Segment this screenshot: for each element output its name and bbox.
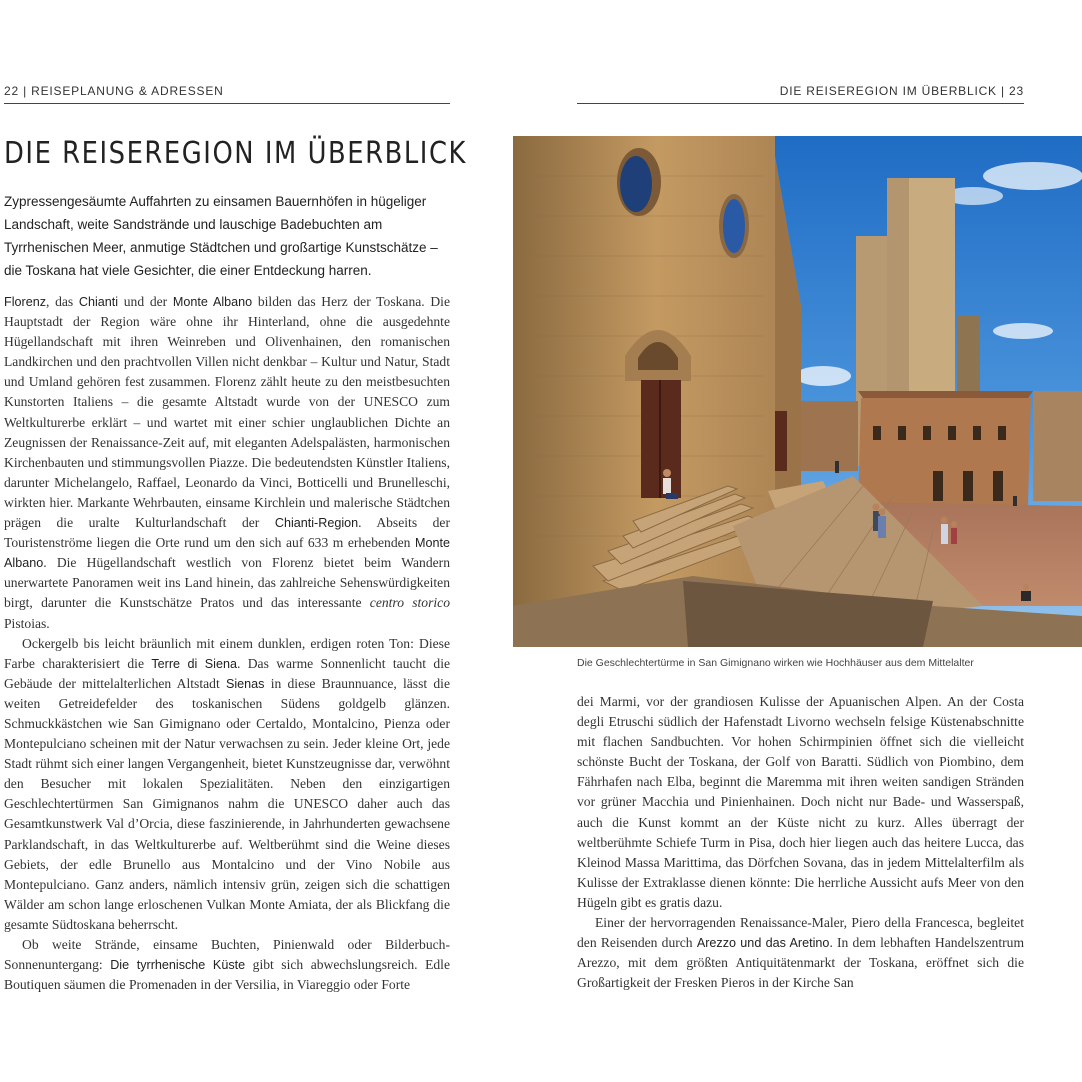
right-column [577,692,1024,993]
text-run: und der [118,294,173,309]
highlight-monte-albano-2: Monte Albano [4,536,450,571]
page-title: DIE REISEREGION IM ÜBERBLICK [4,136,467,171]
paragraph-florenz [4,292,450,634]
paragraph-arezzo [577,913,1024,993]
text-run: . In dem lebhaften Handelszentrum Arezzo, mit dem größten Antiquitätenmarkt der Toskana, eröffnet sich die Großartigkeit der Fresken Pieros in der Kirche San [577,935,1025,991]
text-run: bilden das Herz der Toskana. Die Hauptstadt der Region wäre ohne ihr Hinterland, ohne die ausgedehnte Hügellandschaft mit ihren Weinreben und Olivenhainen, den romanischen Landkirchen und den prachtvollen Villen nicht denkbar – Kultur und Natur, Stadt und Umland gehören fest zusammen. Florenz zählt heute zu den meistbesuchten Kunstorten Italiens – die gesamte Altstadt wurde von der UNESCO zum Weltkulturerbe erklärt – und wartet mit einer schier unglaublichen Dichte an Zeugnissen der Renaissance-Zeit auf, mit eleganten Adelspalästen, harmonischen Kirchenbauten und stimmungsvollen Piazze. Die bedeutendsten Künstler Italiens, darunter Michelangelo, Raffael, Leonardo da Vinci, Botticelli und Brunelleschi, wirkten hier. Markante Wehrbauten, einsame Kirchlein und malerische Städtchen prägen die uralte Kulturlandschaft der [4,294,450,531]
text-run: . Das warme Sonnenlicht taucht die Gebäude der mittelalterlichen Altstadt [4,655,451,691]
text-run: Ockergelb bis leicht bräunlich mit einem dunklen, erdigen roten Ton: Diese Farbe charakterisiert die [4,635,450,671]
highlight-tyrrhenische-kueste: Die tyrrhenische Küste [110,958,246,973]
paragraph-kueste [4,935,450,995]
emphasis-centro-storico: centro storico [369,595,451,611]
photo-caption: Die Geschlechtertürme in San Gimignano wirken wie Hochhäuser aus dem Mittelalter [577,657,974,669]
text-run: Einer der hervorragenden Renaissance-Maler, Piero della Francesca, begleitet den Reisenden durch [577,915,1024,951]
left-column [4,292,450,995]
text-run: . Die Hügellandschaft westlich von Florenz bietet beim Wandern unerwartete Panoramen weit ins Land hinein, das zahlreiche Sehenswürdigkeiten birgt, darunter die Kunstschätze Pratos und das interessante [4,555,450,611]
photo-san-gimignano [513,136,1082,647]
text-run: in diese Braunnuance, lässt die weiten Getreidefelder des toskanischen Südens goldgelb glänzen. Schmuckkästchen wie San Gimignano oder Certaldo, Montalcino, Pienza oder Montepulciano scheinen mit der Natur verwachsen zu sein. Jeder kleine Ort, jede Stadt rühmt sich einer langen Vergangenheit, bietet Kunstzeugnisse dar, verwöhnt den Besucher mit lokalen Spezialitäten. Neben den einzigartigen Geschlechtertürmen San Gimignanos nahm die UNESCO daher auch das Gesamtkunstwerk Val d’Orcia, diese faszinierende, in Jahrhunderten gewachsene Parklandschaft, in das Weltkulturerbe auf. Weltberühmt sind die Weine dieses Gebiets, der edle Brunello aus Montalcino und der Vino Nobile aus Montepulciano. Ganz anders, nämlich intensiv grün, zeigen sich die schattigen Wälder am schon lange erloschenen Vulkan Monte Amiata, der als Blickfang die gesamte Südtoskana beherrscht. [4,675,450,932]
highlight-monte-albano: Monte Albano [172,295,253,309]
text-run: , das [46,294,79,309]
running-header-left: 22 | REISEPLANUNG & ADRESSEN [4,84,224,98]
highlight-sienas: Sienas [225,676,265,691]
highlight-terre-di-siena: Terre di Siena [151,656,237,671]
highlight-chianti: Chianti [78,295,119,309]
paragraph-kueste-continued: dei Marmi, vor der grandiosen Kulisse der Apuanischen Alpen. An der Costa degli Etruschi südlich der Hafenstadt Livorno wechseln felsige Küstenabschnitte mit flachen Sandbuchten. Vor hohen Schirmpinien öffnet sich die vielleicht schönste Bucht der Toskana, der Golf von Baratti. Südlich von Piombino, dem Fährhafen nach Elba, beginnt die Maremma mit ihren weiten sandigen Stränden vor grüner Macchia und Pinienhainen. Doch nicht nur Bade- und Wasserspaß, auch die Kunst kommt an der Küste nicht zu kurz. Alles überragt der weltberühmte Schiefe Turm in Pisa, doch hier liegen auch das heitere Lucca, das Kleinod Massa Marittima, das Dörfchen Sovana, das in jedem Mittelalterfilm als Kulisse der Extraklasse dienen könnte: Die herrliche Aussicht aufs Meer von den Hügeln gibt es gratis dazu. [577,694,1024,910]
text-run: . Abseits der Touristenströme liegen die Orte rund um den sich auf 633 m erhebenden [4,515,450,551]
text-run: Pistoias. [4,615,50,631]
header-rule-right [577,103,1024,104]
header-rule-left [4,103,450,104]
intro-paragraph: Zypressengesäumte Auffahrten zu einsamen Bauernhöfen in hügeliger Landschaft, weite Sandstrände und lauschige Badebuchten am Tyrrhenischen Meer, anmutige Städtchen und großartige Kunstschätze – die Toskana hat viele Gesichter, die einer Entdeckung harren. [4,194,438,278]
running-header-right: DIE REISEREGION IM ÜBERBLICK | 23 [779,84,1024,98]
highlight-florenz: Florenz [4,295,46,309]
highlight-chianti-region: Chianti-Region [274,516,359,531]
paragraph-siena [4,634,450,935]
text-run: Ob weite Strände, einsame Buchten, Pinienwald oder Bilderbuch-Sonnenuntergang: [4,937,450,973]
text-run: gibt sich abwechslungsreich. Edle Boutiquen säumen die Promenaden in der Versilia, in Viareggio oder Forte [4,957,450,993]
highlight-arezzo: Arezzo und das Aretino [696,936,830,951]
